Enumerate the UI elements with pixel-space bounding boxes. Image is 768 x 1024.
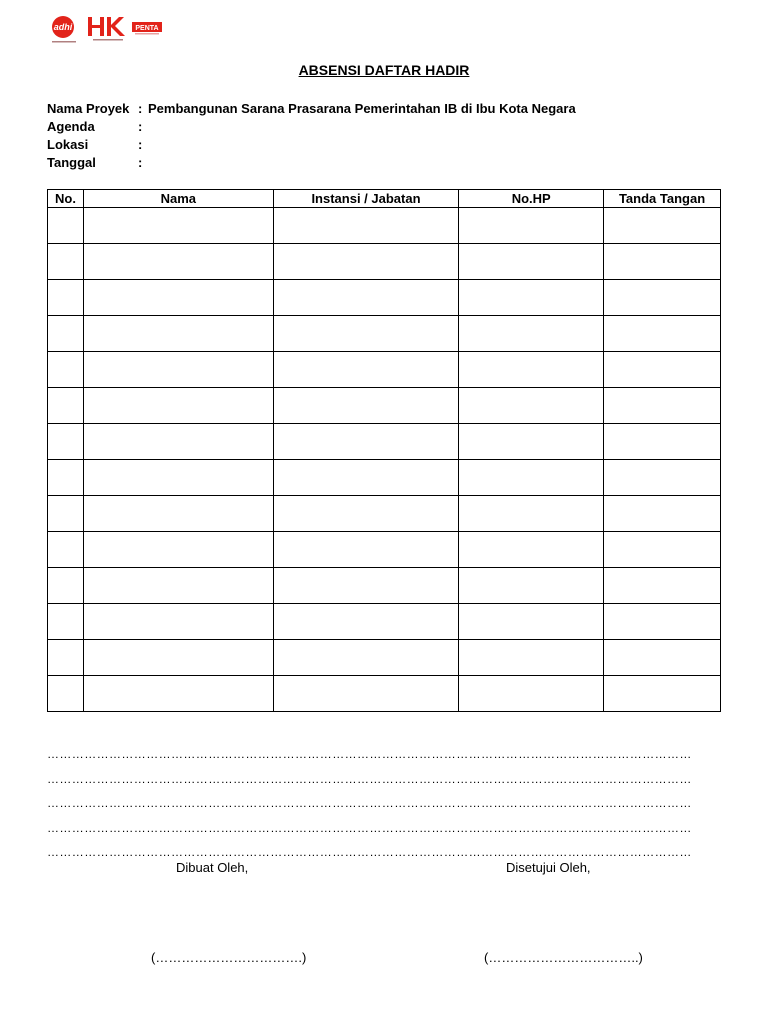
row-no-cell[interactable]	[48, 388, 84, 424]
table-row	[48, 460, 721, 496]
made-by-label: Dibuat Oleh,	[176, 860, 249, 875]
project-colon: :	[138, 101, 143, 116]
row-signature-cell[interactable]	[604, 604, 721, 640]
row-institution-cell[interactable]	[273, 568, 459, 604]
table-row	[48, 388, 721, 424]
row-name-cell[interactable]	[83, 244, 273, 280]
row-name-cell[interactable]	[83, 424, 273, 460]
row-signature-cell[interactable]	[604, 568, 721, 604]
row-phone-cell[interactable]	[459, 496, 604, 532]
row-signature-cell[interactable]	[604, 532, 721, 568]
row-phone-cell[interactable]	[459, 388, 604, 424]
notes-line: …………………………………………………………………………………………………………………………………………	[47, 845, 692, 859]
notes-line: …………………………………………………………………………………………………………………………………………	[47, 820, 692, 835]
row-no-cell[interactable]	[48, 640, 84, 676]
penta-logo	[132, 22, 162, 36]
col-header-institution: Instansi / Jabatan	[273, 190, 459, 208]
row-signature-cell[interactable]	[604, 424, 721, 460]
row-name-cell[interactable]	[83, 388, 273, 424]
date-colon: :	[138, 155, 143, 170]
row-no-cell[interactable]	[48, 244, 84, 280]
table-row	[48, 424, 721, 460]
table-row	[48, 208, 721, 244]
col-header-phone: No.HP	[459, 190, 604, 208]
row-name-cell[interactable]	[83, 316, 273, 352]
row-no-cell[interactable]	[48, 316, 84, 352]
location-colon: :	[138, 137, 143, 152]
row-no-cell[interactable]	[48, 424, 84, 460]
notes-area	[47, 742, 717, 865]
info-row-date	[47, 154, 576, 172]
row-name-cell[interactable]	[83, 280, 273, 316]
row-name-cell[interactable]	[83, 460, 273, 496]
row-name-cell[interactable]	[83, 208, 273, 244]
row-no-cell[interactable]	[48, 208, 84, 244]
project-info	[47, 100, 576, 172]
adhi-logo	[48, 14, 82, 44]
row-signature-cell[interactable]	[604, 388, 721, 424]
row-phone-cell[interactable]	[459, 244, 604, 280]
approved-by-label: Disetujui Oleh,	[506, 860, 591, 875]
row-name-cell[interactable]	[83, 640, 273, 676]
row-institution-cell[interactable]	[273, 280, 459, 316]
row-phone-cell[interactable]	[459, 568, 604, 604]
row-institution-cell[interactable]	[273, 532, 459, 568]
row-no-cell[interactable]	[48, 496, 84, 532]
info-row-agenda	[47, 118, 576, 136]
table-row	[48, 244, 721, 280]
row-signature-cell[interactable]	[604, 280, 721, 316]
agenda-colon: :	[138, 119, 143, 134]
info-row-location	[47, 136, 576, 154]
row-phone-cell[interactable]	[459, 676, 604, 712]
table-row	[48, 532, 721, 568]
page-title: ABSENSI DAFTAR HADIR	[298, 62, 470, 78]
row-signature-cell[interactable]	[604, 496, 721, 532]
row-phone-cell[interactable]	[459, 424, 604, 460]
row-no-cell[interactable]	[48, 676, 84, 712]
row-phone-cell[interactable]	[459, 352, 604, 388]
row-phone-cell[interactable]	[459, 640, 604, 676]
row-institution-cell[interactable]	[273, 208, 459, 244]
col-header-name: Nama	[83, 190, 273, 208]
row-institution-cell[interactable]	[273, 352, 459, 388]
penta-logo-text: PENTA	[135, 25, 159, 32]
notes-line: …………………………………………………………………………………………………………………………………………	[47, 747, 692, 761]
col-header-no: No.	[48, 190, 84, 208]
row-phone-cell[interactable]	[459, 280, 604, 316]
row-institution-cell[interactable]	[273, 640, 459, 676]
table-row	[48, 352, 721, 388]
row-no-cell[interactable]	[48, 604, 84, 640]
row-name-cell[interactable]	[83, 676, 273, 712]
table-row	[48, 316, 721, 352]
table-body	[48, 208, 721, 712]
project-value: Pembangunan Sarana Prasarana Pemerintahan IB di Ibu Kota Negara	[148, 101, 576, 116]
col-header-signature: Tanda Tangan	[604, 190, 721, 208]
row-signature-cell[interactable]	[604, 244, 721, 280]
approved-by-signature-line[interactable]: (……………………………..)	[484, 950, 643, 965]
project-label: Nama Proyek	[47, 101, 130, 116]
row-no-cell[interactable]	[48, 460, 84, 496]
table-row	[48, 676, 721, 712]
row-phone-cell[interactable]	[459, 208, 604, 244]
row-phone-cell[interactable]	[459, 604, 604, 640]
notes-line: …………………………………………………………………………………………………………………………………………	[47, 771, 692, 786]
row-no-cell[interactable]	[48, 280, 84, 316]
row-institution-cell[interactable]	[273, 604, 459, 640]
row-institution-cell[interactable]	[273, 496, 459, 532]
row-institution-cell[interactable]	[273, 424, 459, 460]
row-name-cell[interactable]	[83, 532, 273, 568]
row-institution-cell[interactable]	[273, 388, 459, 424]
row-name-cell[interactable]	[83, 568, 273, 604]
attendance-table	[47, 189, 721, 712]
row-no-cell[interactable]	[48, 532, 84, 568]
row-phone-cell[interactable]	[459, 532, 604, 568]
hk-logo	[85, 14, 131, 44]
row-no-cell[interactable]	[48, 568, 84, 604]
table-row	[48, 604, 721, 640]
table-row	[48, 496, 721, 532]
row-phone-cell[interactable]	[459, 316, 604, 352]
row-signature-cell[interactable]	[604, 352, 721, 388]
row-signature-cell[interactable]	[604, 640, 721, 676]
row-institution-cell[interactable]	[273, 244, 459, 280]
table-row	[48, 568, 721, 604]
row-signature-cell[interactable]	[604, 676, 721, 712]
row-name-cell[interactable]	[83, 496, 273, 532]
info-row-project	[47, 100, 576, 118]
agenda-label: Agenda	[47, 119, 95, 134]
row-institution-cell[interactable]	[273, 460, 459, 496]
date-label: Tanggal	[47, 155, 96, 170]
made-by-signature-line[interactable]: (…………………………….)	[151, 950, 307, 965]
row-signature-cell[interactable]	[604, 460, 721, 496]
row-signature-cell[interactable]	[604, 208, 721, 244]
adhi-logo-text: adhi	[53, 22, 73, 32]
table-header-row	[48, 190, 721, 208]
row-name-cell[interactable]	[83, 604, 273, 640]
table-row	[48, 640, 721, 676]
row-signature-cell[interactable]	[604, 316, 721, 352]
table-row	[48, 280, 721, 316]
row-no-cell[interactable]	[48, 352, 84, 388]
notes-line: …………………………………………………………………………………………………………………………………………	[47, 796, 692, 810]
location-label: Lokasi	[47, 137, 89, 152]
row-phone-cell[interactable]	[459, 460, 604, 496]
row-institution-cell[interactable]	[273, 676, 459, 712]
row-name-cell[interactable]	[83, 352, 273, 388]
row-institution-cell[interactable]	[273, 316, 459, 352]
